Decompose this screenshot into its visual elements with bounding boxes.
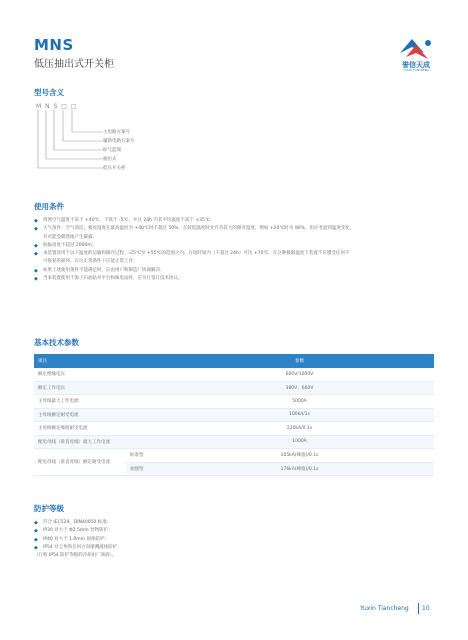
condition-item: ◆ 本装置适用于以下温度的运输和储存过程：-25℃至 +55℃的范围之内，在短时间内（不超过 24h）可达 +70℃，在这种极限温度下装置不应遭受任何不 — [34, 251, 350, 258]
model-tree-lines — [36, 110, 106, 172]
page-title: MNS — [34, 36, 74, 54]
protection-item: ◆ IP30 对大于 Φ2.5mm 异物防护； — [34, 528, 113, 535]
logo-subtitle: YUXIN TIANCHENG — [403, 69, 429, 72]
protection-list — [34, 519, 434, 560]
protection-item: ◆ 符合 IEC529、DIN40050 标准； — [34, 520, 112, 526]
protection-item: ◆ IP54 对尘埃和任何方向喷溅液体防护； — [34, 544, 122, 551]
table-row: 加强型 176kA(峰值)/0.1s — [34, 462, 434, 476]
table-row: 主母线额定耐受电流 100kA/1s — [34, 408, 434, 422]
model-label-5: 低压开关柜 — [103, 166, 126, 171]
table-row: 主母线额定峰值耐受电流 220kA/0.1s — [34, 422, 434, 436]
table-header-item: 项目 — [34, 354, 162, 368]
page-number: 10 — [422, 605, 430, 612]
footer-company-name: Yuxin Tiancheng — [360, 605, 409, 612]
params-table — [34, 354, 434, 476]
table-row: 额定工作电压 380V、660V — [34, 381, 434, 395]
bullet-icon: ◆ — [34, 544, 38, 551]
table-row: 配电母线（垂直母线）额定耐受电流 标准型 105kA(峰值)/0.1s — [34, 449, 434, 463]
condition-item-continued: 有可能会偶然地产生凝露； — [43, 234, 97, 240]
protection-item: ◆ IP40 对大于 1.0mm 固体防护； — [34, 536, 109, 543]
bullet-icon: ◆ — [34, 267, 38, 274]
model-label-4: 抽出式 — [103, 157, 117, 162]
table-header-value: 参数 — [162, 354, 434, 368]
model-label-3: 标气蓝瑞 — [103, 148, 121, 153]
model-label-2: 辅助电路方案号 — [103, 139, 135, 144]
model-label-1: 主电路方案号 — [103, 130, 130, 135]
bullet-icon: ◆ — [34, 528, 38, 535]
section-heading-model: 型号含义 — [34, 88, 64, 97]
conditions-list — [34, 217, 434, 283]
bullet-icon: ◆ — [34, 276, 38, 283]
footer-divider — [418, 603, 419, 614]
bullet-icon: ◆ — [34, 536, 38, 543]
model-code: M N S □ □ — [36, 103, 78, 110]
merged-item-cell: 配电母线（垂直母线）额定耐受电流 — [34, 449, 126, 476]
protection-note: （订购 IP54 防护等级的冷却由厂商商）。 — [34, 553, 117, 559]
bullet-icon: ◆ — [34, 242, 38, 249]
table-header-row — [34, 354, 434, 368]
bullet-icon: ◆ — [34, 251, 38, 258]
condition-item: ◆ 周围空气温度不高于 +40℃，不低于 -5℃，并且 24h 内其平均温度不高于 +35℃； — [34, 218, 215, 224]
logo-name: 誉信天成 — [402, 61, 430, 69]
bullet-icon: ◆ — [34, 520, 38, 526]
condition-item: ◆ 当本装置使用于海上石油钻井平台和核电站时，应另行签订技术协议。 — [34, 276, 183, 283]
table-row: 主母线最大工作电流 5000A — [34, 395, 434, 409]
page-subtitle: 低压抽出式开关柜 — [34, 59, 114, 70]
bullet-icon: ◆ — [34, 226, 38, 233]
table-row: 额定绝缘电压 660V/1000V — [34, 368, 434, 381]
bullet-icon: ◆ — [34, 218, 38, 224]
table-row: 配电母线（垂直母线）最大工作电流 1000A — [34, 435, 434, 449]
section-heading-protection: 防护等级 — [34, 504, 64, 513]
condition-item: ◆ 大气条件：空气清洁，相对湿度在最高温度为 +40℃时不超过 50%，在较低温度时允许有较大的相对湿度，例如 +20℃时为 90%，但应考虑到温度变化， — [34, 226, 355, 233]
section-heading-params: 基本技术参数 — [34, 338, 79, 347]
section-heading-conditions: 使用条件 — [34, 202, 64, 211]
condition-item-continued: 可恢复的损坏，在这正常条件下应能正常工作； — [43, 259, 138, 265]
condition-item: ◆ 如果上述使用条件不能满足时，应由用户和制造厂协商解决； — [34, 267, 165, 274]
condition-item: ◆ 海拔高度不超过 2000m； — [34, 242, 97, 249]
